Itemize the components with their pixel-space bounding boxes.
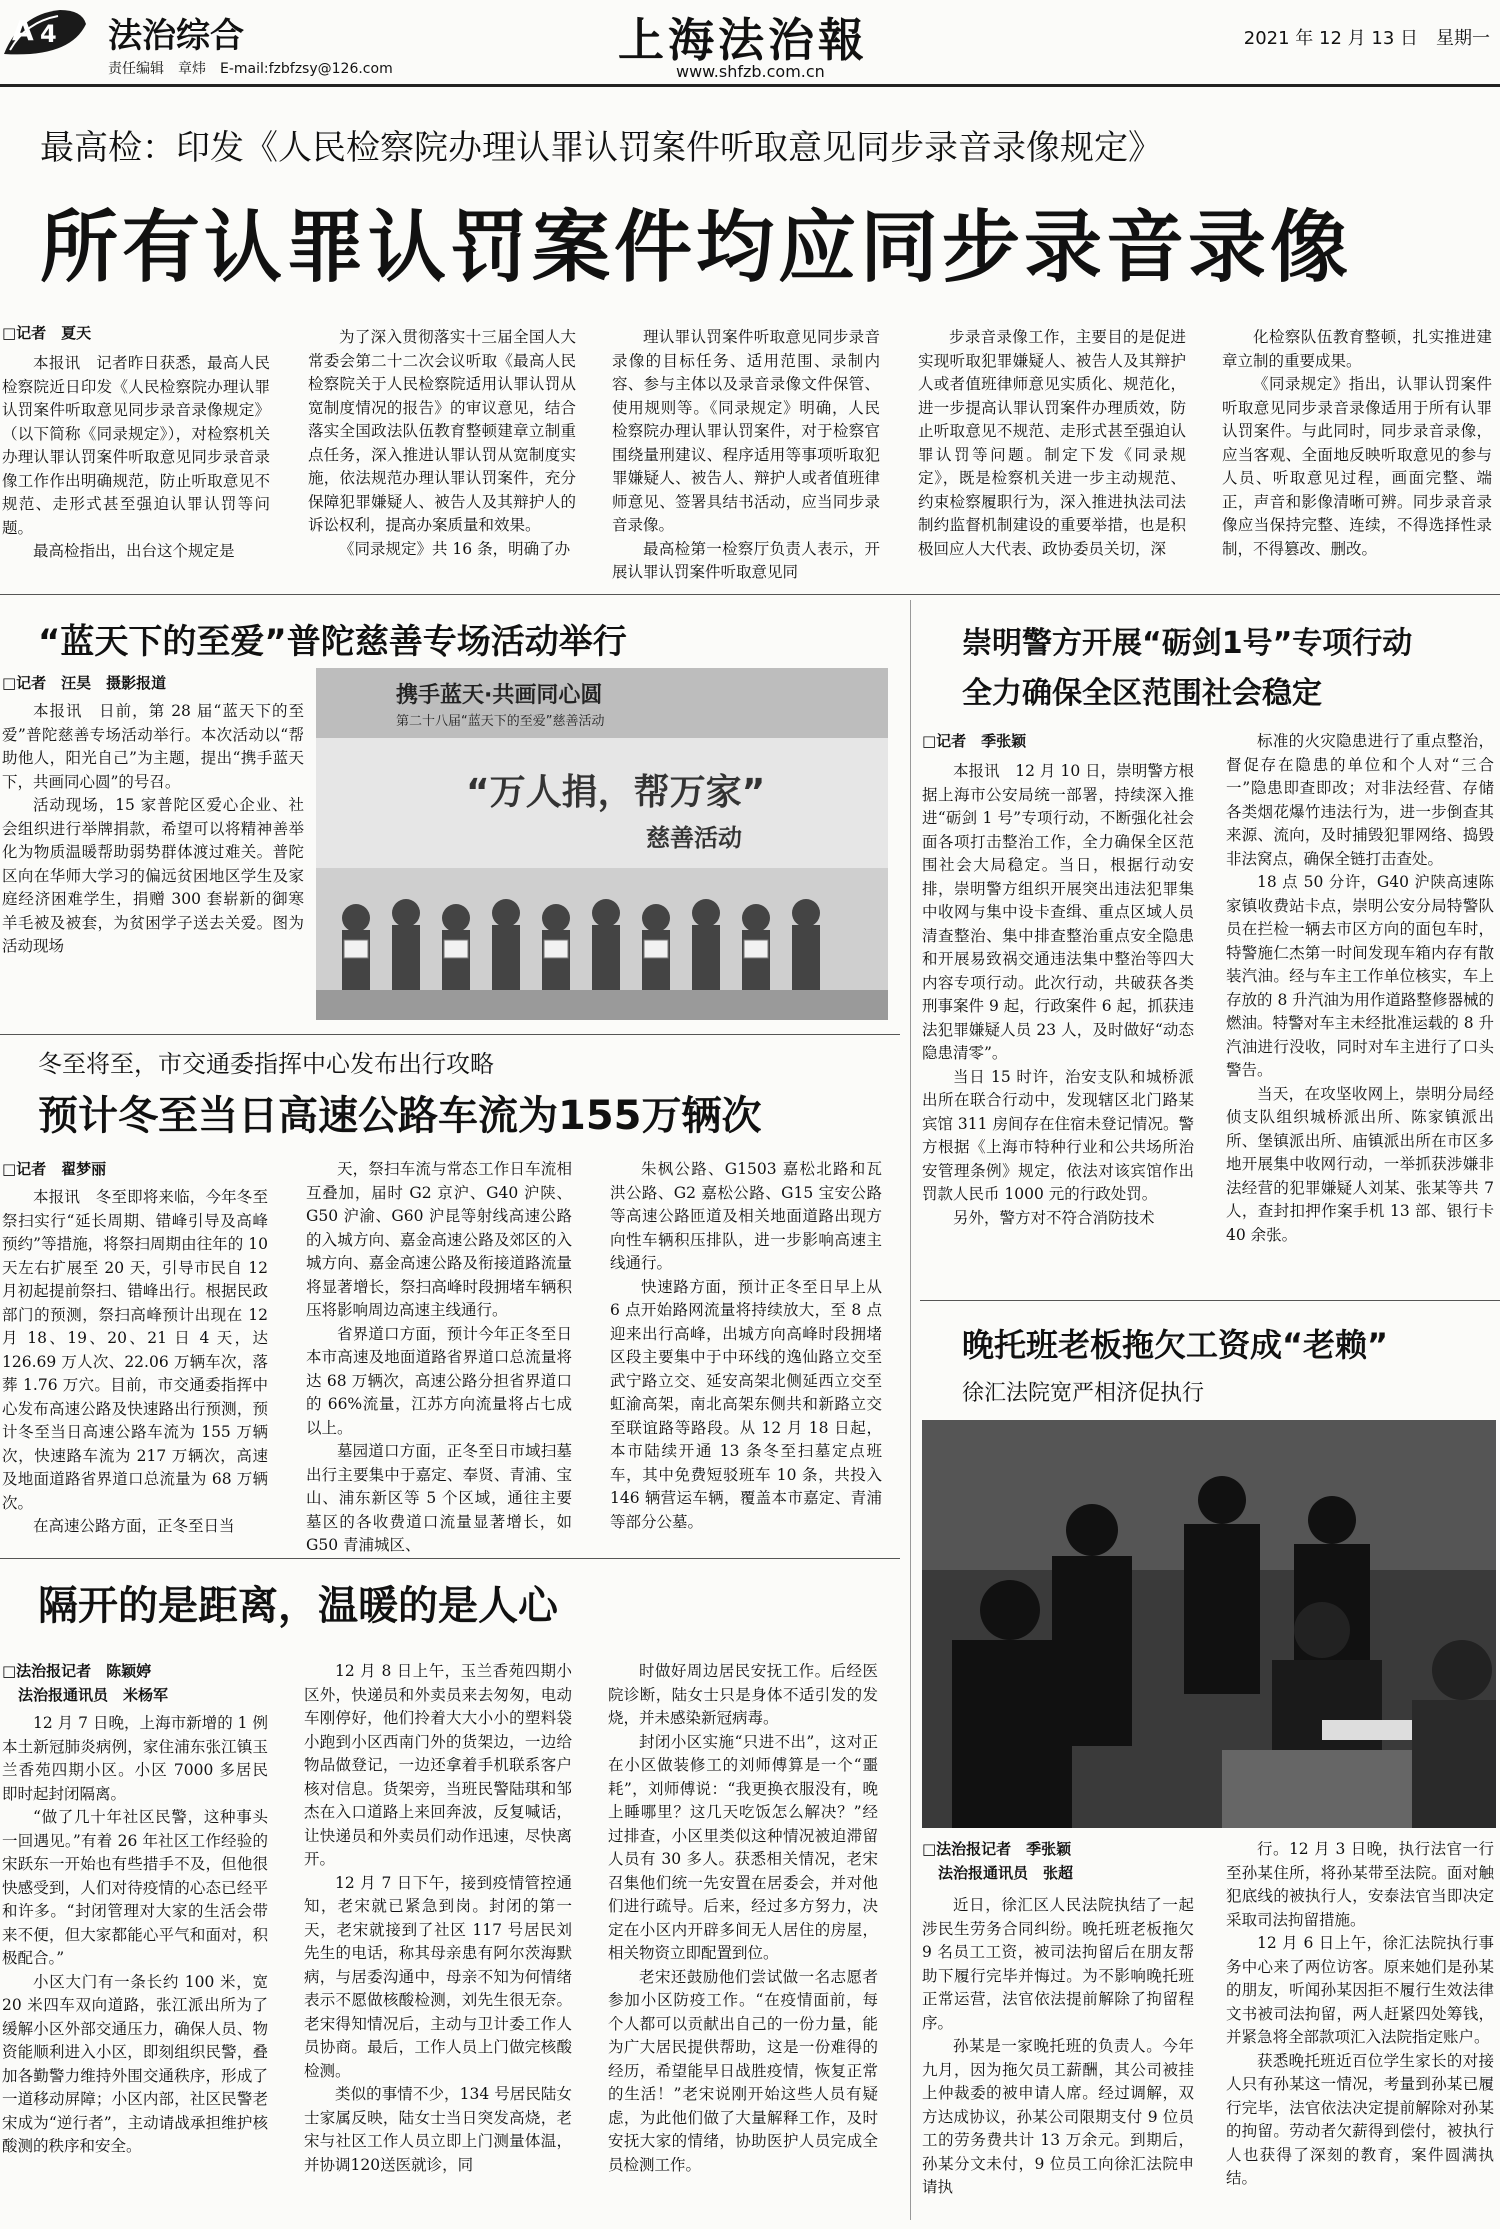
article3-subtitle: 冬至将至，市交通委指挥中心发布出行攻略 bbox=[38, 1050, 494, 1078]
article3-col1 bbox=[2, 1186, 268, 1538]
article4-title: 隔开的是距离，温暖的是人心 bbox=[38, 1583, 558, 1629]
charity-event-photo bbox=[316, 668, 888, 1020]
article6-byline-1: □法治报记者 季张颖 bbox=[922, 1840, 1072, 1858]
article1-col3 bbox=[612, 326, 880, 584]
page-letter: A bbox=[12, 14, 34, 47]
paragraph: 理认罪认罚案件听取意见同步录音录像的目标任务、适用范围、录制内容、参与主体以及录音录像文件保管、使用规则等。《同录规定》明确，人民检察院办理认罪认罚案件，对于检察官围绕量刑建议、程序适用等事项听取犯罪嫌疑人、被告人、辩护人或者值班律师意见、签署具结书活动，应当同步录音录像。 bbox=[612, 328, 880, 534]
paragraph: 小区大门有一条长约 100 米，宽 20 米四车双向道路，张江派出所为了缓解小区外部交通压力，确保人员、物资能顺利进入小区，即刻组织民警，叠加各勤警力维持外围交通秩序，形成了一道移动屏障；小区内部，社区民警老宋成为“逆行者”，主动请战承担维护核酸测的秩序和安全。 bbox=[2, 1972, 268, 2155]
paragraph: 12 月 6 日上午，徐汇法院执行事务中心来了两位访客。原来她们是孙某的朋友，听闻孙某因拒不履行生效法律文书被司法拘留，两人赶紧四处筹钱，并紧急将全部款项汇入法院指定账户。 bbox=[1226, 1934, 1494, 2046]
article3-col2 bbox=[306, 1158, 572, 1554]
article2-byline: □记者 汪昊 摄影报道 bbox=[2, 674, 167, 692]
article6-title: 晚托班老板拖欠工资成“老赖” bbox=[962, 1326, 1389, 1364]
paragraph: 本报讯 日前，第 28 届“蓝天下的至爱”普陀慈善专场活动举行。本次活动以“帮助他人，阳光自己”为主题，提出“携手蓝天下，共画同心圆”的号召。 bbox=[2, 702, 304, 791]
paragraph: 化检察队伍教育整顿，扎实推进建章立制的重要成果。 bbox=[1222, 328, 1492, 370]
article4-col1 bbox=[2, 1712, 268, 2218]
article5-col1 bbox=[922, 760, 1194, 1290]
article6-byline-2: 法治报通讯员 张超 bbox=[938, 1864, 1074, 1882]
paragraph: 获悉晚托班近百位学生家长的对接人只有孙某这一情况，考量到孙某已履行完毕，法官依法决定提前解除对孙某的拘留。劳动者欠薪得到偿付，被执行人也获得了深刻的教育，案件圆满执结。 bbox=[1226, 2051, 1494, 2187]
divider bbox=[920, 1300, 1500, 1301]
paragraph: 时做好周边居民安抚工作。后经医院诊断，陆女士只是身体不适引发的发烧，并未感染新冠病毒。 bbox=[608, 1662, 878, 1727]
column-rule bbox=[910, 600, 911, 2220]
article4-byline-1: □法治报记者 陈颖婷 bbox=[2, 1662, 152, 1680]
divider bbox=[0, 1034, 900, 1035]
paragraph: 为了深入贯彻落实十三届全国人大常委会第二十二次会议听取《最高人民检察院关于人民检察院适用认罪认罚从宽制度情况的报告》的审议意见，结合落实全国政法队伍教育整顿建章立制重点任务，深入推进认罪认罚从宽制度实施，依法规范办理认罪认罚案件，充分保障犯罪嫌疑人、被告人及其辩护人的诉讼权利，提高办案质量和效果。 bbox=[308, 328, 576, 534]
article2-body bbox=[2, 700, 304, 1000]
court-scene bbox=[922, 1420, 1496, 1828]
article6-col1 bbox=[922, 1894, 1194, 2218]
paragraph: 最高检第一检察厅负责人表示，开展认罪认罚案件听取意见同 bbox=[612, 539, 880, 581]
paragraph: 本报讯 记者昨日获悉，最高人民检察院近日印发《人民检察院办理认罪认罚案件听取意见同步录音录像规定》（以下简称《同录规定》），对检察机关办理认罪认罚案件听取意见同步录音录像工作作出明确规范，防止听取意见不规范、走形式甚至强迫认罪认罚等问题。 bbox=[2, 354, 270, 537]
site-url[interactable]: www.shfzb.com.cn bbox=[676, 62, 825, 81]
divider bbox=[0, 594, 1500, 595]
article4-byline-2: 法治报通讯员 米杨军 bbox=[18, 1686, 169, 1704]
paragraph: 本报讯 冬至即将来临，今年冬至祭扫实行“延长周期、错峰引导及高峰预约”等措施，将祭扫周期由往年的 10 天左右扩展至 20 天，引导市民自 12 月初起提前祭扫、错峰出行。根据民政部门的预测，祭扫高峰预计出现在 12 月 18、19、20、21 日 4 天，达 126.69 万人次、22.06 万辆车次，落葬 1.76 万穴。目前，市交通委指挥中心发布高速公路及快速路出行预测，预计冬至当日高速公路车流为 155 万辆次，快速路车流为 217 万辆次，高速及地面道路省界道口总流量为 68 万辆次。 bbox=[2, 1188, 268, 1512]
paragraph: 行。12 月 3 日晚，执行法官一行至孙某住所，将孙某带至法院。面对触犯底线的被执行人，安泰法官当即决定采取司法拘留措施。 bbox=[1226, 1840, 1494, 1929]
article3-byline: □记者 翟梦丽 bbox=[2, 1160, 107, 1178]
article1-col2 bbox=[308, 326, 576, 584]
paragraph: 12 月 8 日上午，玉兰香苑四期小区外，快递员和外卖员来去匆匆，电动车刚停好，他们拎着大大小小的塑料袋小跑到小区西南门外的货架边，一边给物品做登记，一边还拿着手机联系客户核对信息。货架旁，当班民警陆琪和邹杰在入口道路上来回奔波，反复喊话，让快递员和外卖员们动作迅速，尽快离开。 bbox=[304, 1662, 572, 1868]
article5-byline: □记者 季张颖 bbox=[922, 732, 1027, 750]
paragraph: 孙某是一家晚托班的负责人。今年九月，因为拖欠员工薪酬，其公司被挂上仲裁委的被申请人席。经过调解，双方达成协议，孙某公司限期支付 9 位员工的劳务费共计 13 万余元。到期后，孙某分文未付，9 位员工向徐汇法院申请执 bbox=[922, 2037, 1194, 2196]
page-digit: 4 bbox=[40, 20, 57, 48]
header-rule bbox=[0, 84, 1500, 87]
paragraph: 标准的火灾隐患进行了重点整治，督促存在隐患的单位和个人对“三合一”隐患即查即改；对非法经营、存储各类烟花爆竹违法行为，进一步倒查其来源、流向，及时捕毁犯罪网络、捣毁非法窝点，确保全链打击查处。 bbox=[1226, 732, 1494, 868]
article2-title: “蓝天下的至爱”普陀慈善专场活动举行 bbox=[38, 622, 627, 662]
paragraph: 墓园道口方面，正冬至日市域扫墓出行主要集中于嘉定、奉贤、青浦、宝山、浦东新区等 5 个区域，通往主要墓区的各收费道口流量显著增长，如 G50 青浦城区、 bbox=[306, 1442, 572, 1554]
paragraph: 本报讯 12 月 10 日，崇明警方根据上海市公安局统一部署，持续深入推进“砺剑 1 号”专项行动，不断强化社会面各项打击整治工作，全力确保全区范围社会大局稳定。当日，根据行动安排，崇明警方组织开展突出违法犯罪集中收网与集中设卡查缉、重点区域人员清查整治、集中排查整治重点安全隐患和开展易致祸交通违法集中整治等四大内容专项行动。此次行动，共破获各类刑事案件 9 起，行政案件 6 起，抓获违法犯罪嫌疑人员 23 人，及时做好“动态隐患清零”。 bbox=[922, 762, 1194, 1062]
paragraph: 12 月 7 日下午，接到疫情管控通知，老宋就已紧急到岗。封闭的第一天，老宋就接到了社区 117 号居民刘先生的电话，称其母亲患有阿尔茨海默病，与居委沟通中，母亲不知为何情绪表示不愿做核酸检测，刘先生很无奈。老宋得知情况后，主动与卫计委工作人员协商。最后，工作人员上门做完核酸检测。 bbox=[304, 1873, 572, 2080]
masthead: 上海法治報 bbox=[618, 13, 868, 67]
article5-title-line2: 全力确保全区范围社会稳定 bbox=[962, 676, 1322, 711]
article1-title: 所有认罪认罚案件均应同步录音录像 bbox=[40, 202, 1353, 293]
article6-subtitle: 徐汇法院宽严相济促执行 bbox=[962, 1381, 1205, 1406]
article6-col2 bbox=[1226, 1838, 1494, 2218]
paragraph: 近日，徐汇区人民法院执结了一起涉民生劳务合同纠纷。晚托班老板拖欠 9 名员工工资，被司法拘留后在朋友帮助下履行完毕并悔过。为不影响晚托班正常运营，法官依法提前解除了拘留程序。 bbox=[922, 1896, 1194, 2032]
paragraph: 活动现场，15 家普陀区爱心企业、社会组织进行举牌捐款，希望可以将精神善举化为物质温暖帮助弱势群体渡过难关。普陀区向在华师大学习的偏远贫困地区学生及家庭经济困难学生，捐赠 300 套崭新的御寒羊毛被及被套，为贫困学子送去关爱。图为活动现场 bbox=[2, 796, 304, 955]
photo-slogan-2: 慈善活动 bbox=[646, 824, 742, 852]
paragraph: 快速路方面，预计正冬至日早上从 6 点开始路网流量将持续放大，至 8 点迎来出行高峰，出城方向高峰时段拥堵区段主要集中于中环线的逸仙路立交至武宁路立交、延安高架北侧延西立交至虹渝高架，南北高架东侧共和新路立交至联谊路等路段。从 12 月 18 日起，本市陆续开通 13 条冬至扫墓定点班车，其中免费短驳班车 10 条，共投入 146 辆营运车辆，覆盖本市嘉定、青浦等部分公墓。 bbox=[610, 1277, 882, 1531]
paragraph: 类似的事情不少，134 号居民陆女士家属反映，陆女士当日突发高烧，老宋与社区工作人员立即上门测量体温，并协调120送医就诊，同 bbox=[304, 2085, 572, 2174]
paragraph: 最高检指出，出台这个规定是 bbox=[33, 542, 235, 560]
article3-col3 bbox=[610, 1158, 882, 1538]
paragraph: 朱枫公路、G1503 嘉松北路和瓦洪公路、G2 嘉松公路、G15 宝安公路等高速公路匝道及相关地面道路出现方向性车辆积压排队，进一步影响高速主线通行。 bbox=[610, 1160, 882, 1272]
photo-slogan: “万人捐，帮万家” bbox=[466, 772, 766, 813]
issue-date: 2021 年 12 月 13 日 星期一 bbox=[1243, 28, 1490, 49]
photo-banner-sub: 第二十八届“蓝天下的至爱”慈善活动 bbox=[396, 714, 605, 729]
paragraph: 另外，警方对不符合消防技术 bbox=[953, 1208, 1155, 1227]
article1-col4 bbox=[918, 326, 1186, 584]
paragraph: 在高速公路方面，正冬至日当 bbox=[33, 1517, 235, 1535]
article3-title: 预计冬至当日高速公路车流为155万辆次 bbox=[38, 1093, 762, 1139]
court-photo bbox=[922, 1420, 1496, 1828]
photo-banner: 携手蓝天·共画同心圆 bbox=[396, 683, 603, 708]
article1-byline: □记者 夏天 bbox=[2, 324, 92, 342]
paragraph: 步录音录像工作，主要目的是促进实现听取犯罪嫌疑人、被告人及其辩护人或者值班律师意见实质化、规范化，进一步提高认罪认罚案件办理质效，防止听取意见不规范、走形式甚至强迫认罪认罚等问题。制定下发《同录规定》，既是检察机关进一步主动规范、约束检察履职行为，深入推进执法司法制约监督机制建设的重要举措，也是积极回应人大代表、政协委员关切，深 bbox=[918, 328, 1186, 558]
paragraph: 12 月 7 日晚，上海市新增的 1 例本土新冠肺炎病例，家住浦东张江镇玉兰香苑四期小区。小区 7000 多居民即时起封闭隔离。 bbox=[2, 1714, 268, 1803]
article1-col5 bbox=[1222, 326, 1492, 584]
paragraph: “做了几十年社区民警，这种事头一回遇见。”有着 26 年社区工作经验的宋跃东一开始也有些措手不及，但他很快感受到，人们对待疫情的心态已经平和许多。“封闭管理对大家的生活会带来不便，但大家都能心平气和面对，积极配合。” bbox=[2, 1808, 268, 1967]
paragraph: 当日 15 时许，治安支队和城桥派出所在联合行动中，发现辖区北门路某宾馆 311 房间存在住宿未登记情况。警方根据《上海市特种行业和公共场所治安管理条例》规定，依法对该宾馆作出罚款人民币 1000 元的行政处罚。 bbox=[922, 1067, 1194, 1203]
article4-col2 bbox=[304, 1660, 572, 2218]
paragraph: 18 点 50 分许，G40 沪陕高速陈家镇收费站卡点，崇明公安分局特警队员在拦检一辆去市区方向的面包车时，特警施仁杰第一时间发现车箱内存有散装汽油。经与车主工作单位核实，车上存放的 8 升汽油为用作道路整修器械的燃油。特警对车主未经批准运载的 8 升汽油进行没收，同时对车主进行了口头警告。 bbox=[1226, 873, 1494, 1079]
paragraph: 老宋还鼓励他们尝试做一名志愿者参加小区防疫工作。“在疫情面前，每个人都可以贡献出自己的一份力量，能为广大居民提供帮助，这是一份难得的经历，希望能早日战胜疫情，恢复正常的生活！”老宋说刚开始这些人员有疑虑，为此他们做了大量解释工作，及时安抚大家的情绪，协助医护人员完成全员检测工作。 bbox=[608, 1967, 878, 2174]
paragraph: 当天，在攻坚收网上，崇明分局经侦支队组织城桥派出所、陈家镇派出所、堡镇派出所、庙镇派出所在市区多地开展集中收网行动，一举抓获涉嫌非法经营的犯罪嫌疑人刘某、张某等共 7 人，查封扣押作案手机 13 部、银行卡 40 余张。 bbox=[1226, 1084, 1494, 1244]
section-title: 法治综合 bbox=[108, 16, 244, 56]
paragraph: 省界道口方面，预计今年正冬至日本市高速及地面道路省界道口总流量将达 68 万辆次，高速公路分担省界道口的 66%流量，江苏方向流量将占七成以上。 bbox=[306, 1324, 572, 1437]
paragraph: 《同录规定》共 16 条，明确了办 bbox=[339, 539, 571, 558]
divider bbox=[0, 1558, 900, 1559]
paragraph: 封闭小区实施“只进不出”，这对正在小区做装修工的刘师傅算是一个“噩耗”，刘师傅说：“我更换衣服没有，晚上睡哪里？这几天吃饭怎么解决？”经过排查，小区里类似这种情况被迫滞留人员有 30 多人。获悉相关情况，老宋召集他们统一先安置在居委会，并对他们进行疏导。后来，经过多方努力，决定在小区内开辟多间无人居住的房屋，相关物资立即配置到位。 bbox=[608, 1732, 878, 1962]
article4-col3 bbox=[608, 1660, 878, 2218]
article1-subtitle: 最高检：印发《人民检察院办理认罪认罚案件听取意见同步录音录像规定》 bbox=[40, 128, 1162, 168]
article5-col2 bbox=[1226, 730, 1494, 1290]
article1-col1 bbox=[2, 352, 270, 584]
article5-title-line1: 崇明警方开展“砺剑1号”专项行动 bbox=[962, 626, 1413, 661]
editor-line: 责任编辑 章炜 E-mail:fzbfzsy@126.com bbox=[108, 61, 393, 77]
paragraph: 《同录规定》指出，认罪认罚案件听取意见同步录音录像适用于所有认罪认罚案件。与此同时，同步录音录像，应当客观、全面地反映听取意见的参与人员、听取意见过程，画面完整、端正，声音和影像清晰可辨。同步录音录像应当保持完整、连续，不得选择性录制，不得篡改、删改。 bbox=[1222, 375, 1492, 558]
paragraph: 天，祭扫车流与常态工作日车流相互叠加，届时 G2 京沪、G40 沪陕、G50 沪渝、G60 沪昆等射线高速公路的入城方向、嘉金高速公路及郊区的入城方向、嘉金高速公路及衔接道路流量将显著增长，祭扫高峰时段拥堵车辆积压将影响周边高速主线通行。 bbox=[306, 1160, 572, 1319]
